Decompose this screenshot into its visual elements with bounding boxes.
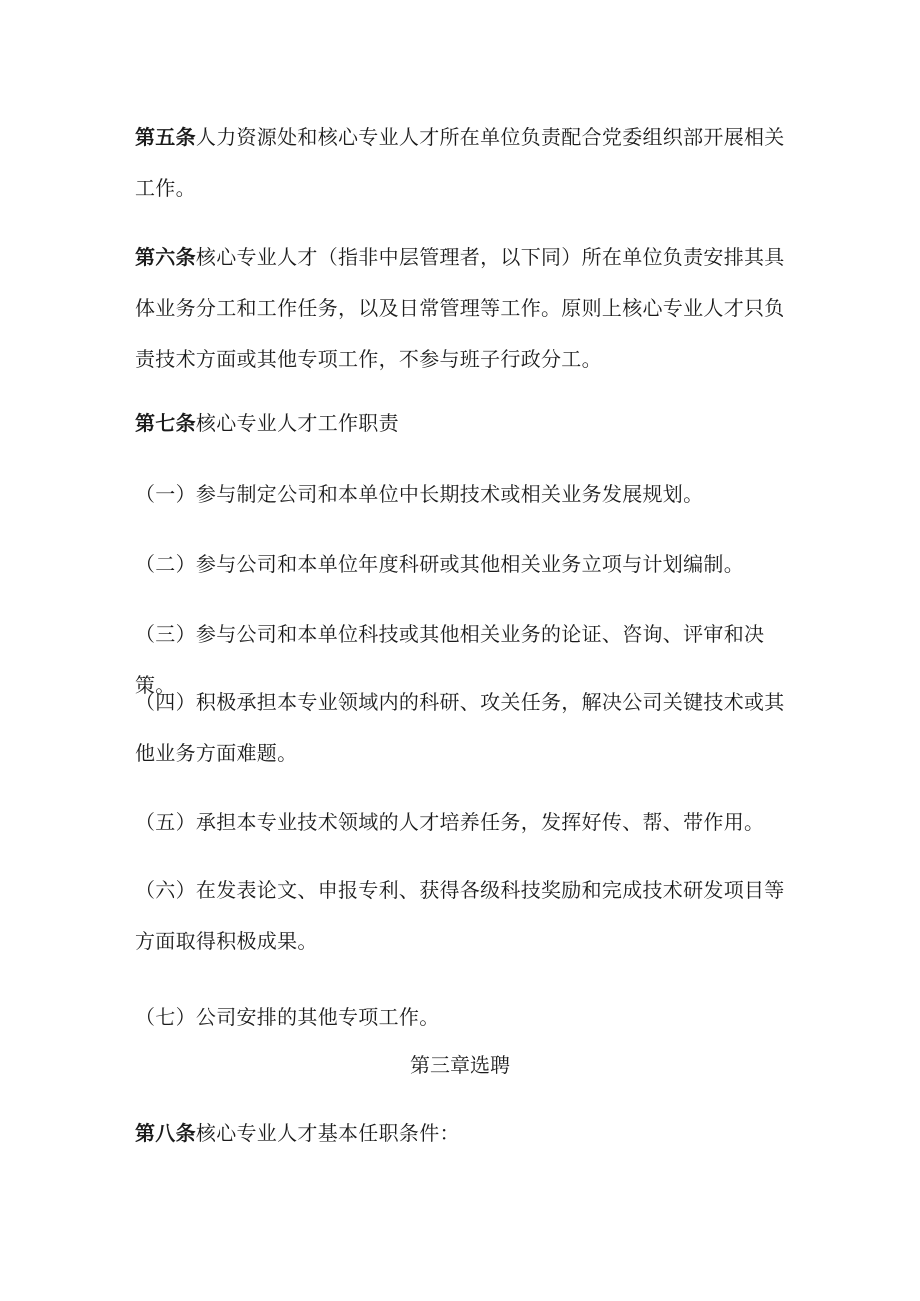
article-label: 第七条 xyxy=(135,411,196,435)
duty-item-3: （三）参与公司和本单位科技或其他相关业务的论证、咨询、评审和决策。 xyxy=(135,622,765,697)
chapter-title: 第三章选聘 xyxy=(410,1053,510,1077)
article-5 xyxy=(135,112,795,214)
article-text: 核心专业人才（指非中层管理者，以下同）所在单位负责安排其具体业务分工和工作任务，以及日常管理等工作。原则上核心专业人才只负责技术方面或其他专项工作，不参与班子行政分工。 xyxy=(135,245,785,371)
duty-item-7: （七）公司安排的其他专项工作。 xyxy=(135,1005,440,1029)
duty-item-5: （五）承担本专业技术领域的人才培养任务，发挥好传、帮、带作用。 xyxy=(135,810,765,834)
article-8 xyxy=(135,1108,795,1159)
article-label: 第五条 xyxy=(135,125,196,149)
duty-item-2: （二）参与公司和本单位年度科研或其他相关业务立项与计划编制。 xyxy=(135,552,744,576)
duty-item-6: （六）在发表论文、申报专利、获得各级科技奖励和完成技术研发项目等方面取得积极成果。 xyxy=(135,878,785,953)
article-label: 第八条 xyxy=(135,1121,196,1145)
article-text: 核心专业人才工作职责 xyxy=(195,411,399,435)
article-text: 核心专业人才基本任职条件： xyxy=(195,1121,460,1145)
duty-item-1: （一）参与制定公司和本单位中长期技术或相关业务发展规划。 xyxy=(135,482,704,506)
article-6 xyxy=(135,232,795,385)
article-7 xyxy=(135,398,795,449)
article-label: 第六条 xyxy=(135,245,196,269)
article-text: 人力资源处和核心专业人才所在单位负责配合党委组织部开展相关工作。 xyxy=(135,125,785,200)
duty-item-4: （四）积极承担本专业领域内的科研、攻关任务，解决公司关键技术或其他业务方面难题。 xyxy=(135,690,785,765)
